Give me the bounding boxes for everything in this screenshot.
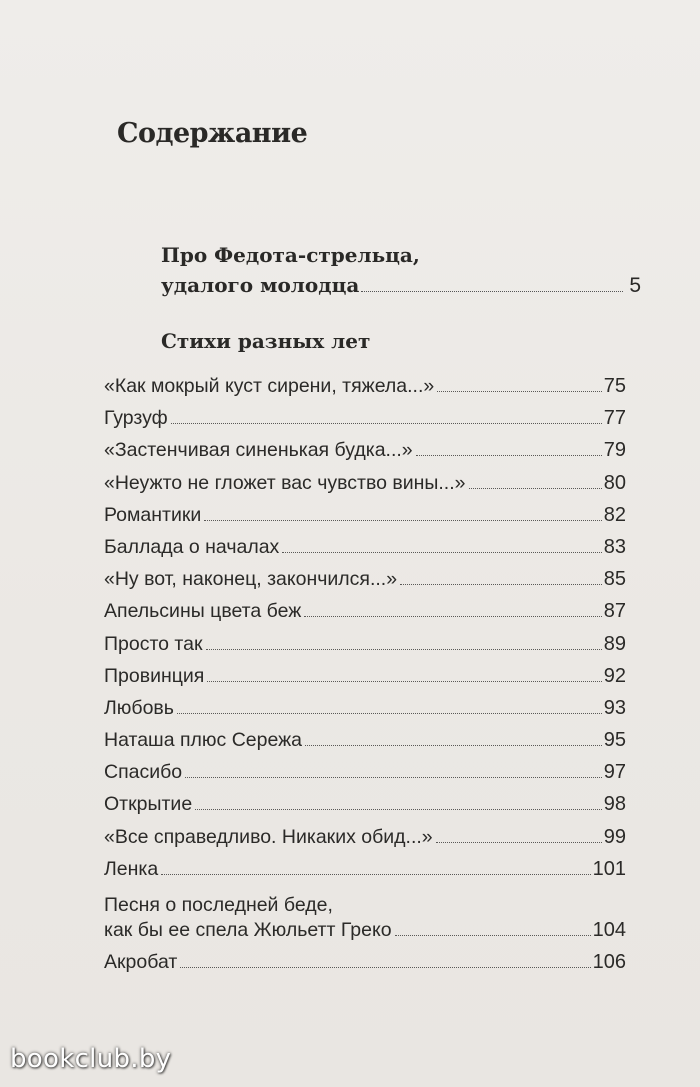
entry-page: 95 bbox=[603, 729, 626, 752]
dot-leader bbox=[400, 584, 602, 585]
entry-page: 97 bbox=[603, 761, 626, 784]
entry-title-line2: как бы ее спела Жюльетт Греко bbox=[104, 919, 392, 941]
entry-title: Акробат bbox=[104, 951, 178, 973]
dot-leader bbox=[437, 391, 602, 392]
dot-leader bbox=[304, 616, 602, 617]
entry-title: «Как мокрый куст сирени, тяжела...» bbox=[104, 375, 435, 397]
dot-leader bbox=[177, 713, 602, 714]
section-title: Стихи разных лет bbox=[161, 329, 371, 353]
dot-leader bbox=[469, 488, 602, 489]
toc-entry bbox=[104, 504, 626, 536]
toc-entry bbox=[104, 600, 626, 632]
entry-title: Ленка bbox=[104, 857, 159, 880]
entry-title: «Застенчивая синенькая будка...» bbox=[104, 439, 413, 462]
entry-title: Провинция bbox=[104, 664, 205, 687]
entry-page: 87 bbox=[603, 600, 626, 623]
entry-title: Апельсины цвета беж bbox=[104, 600, 302, 623]
entry-title: Романтики bbox=[104, 503, 202, 526]
toc-entry bbox=[104, 858, 626, 890]
toc-entry bbox=[104, 633, 626, 665]
toc-list bbox=[104, 375, 626, 983]
entry-page: 75 bbox=[603, 375, 626, 397]
dot-leader bbox=[171, 423, 602, 424]
dot-leader bbox=[195, 809, 602, 810]
entry-page: 104 bbox=[592, 919, 626, 941]
section-title-line1: Про Федота-стрельца, bbox=[161, 243, 420, 267]
entry-page: 98 bbox=[603, 793, 626, 816]
entry-page: 101 bbox=[592, 857, 626, 880]
entry-page: 99 bbox=[603, 825, 626, 848]
dot-leader bbox=[204, 520, 601, 521]
entry-title: Наташа плюс Сережа bbox=[104, 729, 302, 752]
entry-title: «Неужто не гложет вас чувство вины...» bbox=[104, 471, 466, 494]
entry-title: Гурзуф bbox=[104, 407, 168, 430]
dot-leader bbox=[180, 967, 590, 968]
dot-leader bbox=[207, 681, 601, 682]
dot-leader bbox=[206, 649, 602, 650]
toc-entry bbox=[104, 951, 626, 983]
section-fedot bbox=[161, 240, 641, 301]
toc-entry bbox=[104, 665, 626, 697]
entry-page: 93 bbox=[603, 696, 626, 719]
toc-entry bbox=[104, 568, 626, 600]
dot-leader bbox=[161, 874, 590, 875]
dot-leader bbox=[282, 552, 601, 553]
dot-leader bbox=[185, 777, 602, 778]
toc-entry bbox=[104, 826, 626, 858]
entry-page: 80 bbox=[603, 471, 626, 494]
dot-leader bbox=[305, 745, 602, 746]
entry-page: 85 bbox=[603, 568, 626, 591]
toc-entry bbox=[104, 761, 626, 793]
dot-leader bbox=[416, 455, 602, 456]
toc-entry bbox=[104, 407, 626, 439]
toc-entry bbox=[104, 375, 626, 407]
entry-page: 77 bbox=[603, 407, 626, 430]
entry-title: Просто так bbox=[104, 632, 203, 655]
toc-entry bbox=[104, 472, 626, 504]
dot-leader bbox=[361, 291, 623, 292]
page-number: 5 bbox=[629, 274, 641, 297]
entry-page: 82 bbox=[603, 503, 626, 526]
entry-title: Открытие bbox=[104, 793, 193, 816]
dot-leader bbox=[395, 935, 591, 936]
entry-page: 106 bbox=[592, 951, 626, 973]
dot-leader bbox=[436, 842, 602, 843]
entry-title-line1: Песня о последней беде, bbox=[104, 894, 333, 916]
entry-title: Любовь bbox=[104, 696, 174, 719]
entry-page: 89 bbox=[603, 632, 626, 655]
entry-page: 92 bbox=[603, 664, 626, 687]
entry-title: Баллада о началах bbox=[104, 535, 280, 558]
toc-entry bbox=[104, 697, 626, 729]
section-poems bbox=[161, 326, 641, 356]
toc-entry bbox=[104, 793, 626, 825]
entry-page: 83 bbox=[603, 535, 626, 558]
entry-title: «Все справедливо. Никаких обид...» bbox=[104, 825, 433, 848]
toc-entry bbox=[104, 891, 626, 951]
page-title: Содержание bbox=[117, 118, 308, 149]
site-watermark: bookclub.by bbox=[10, 1044, 172, 1074]
entry-page: 79 bbox=[603, 439, 626, 462]
toc-entry bbox=[104, 536, 626, 568]
section-title-line2: удалого молодца bbox=[161, 273, 360, 297]
toc-entry bbox=[104, 729, 626, 761]
entry-title: Спасибо bbox=[104, 761, 183, 784]
toc-entry bbox=[104, 439, 626, 471]
entry-title: «Ну вот, наконец, закончился...» bbox=[104, 568, 398, 591]
